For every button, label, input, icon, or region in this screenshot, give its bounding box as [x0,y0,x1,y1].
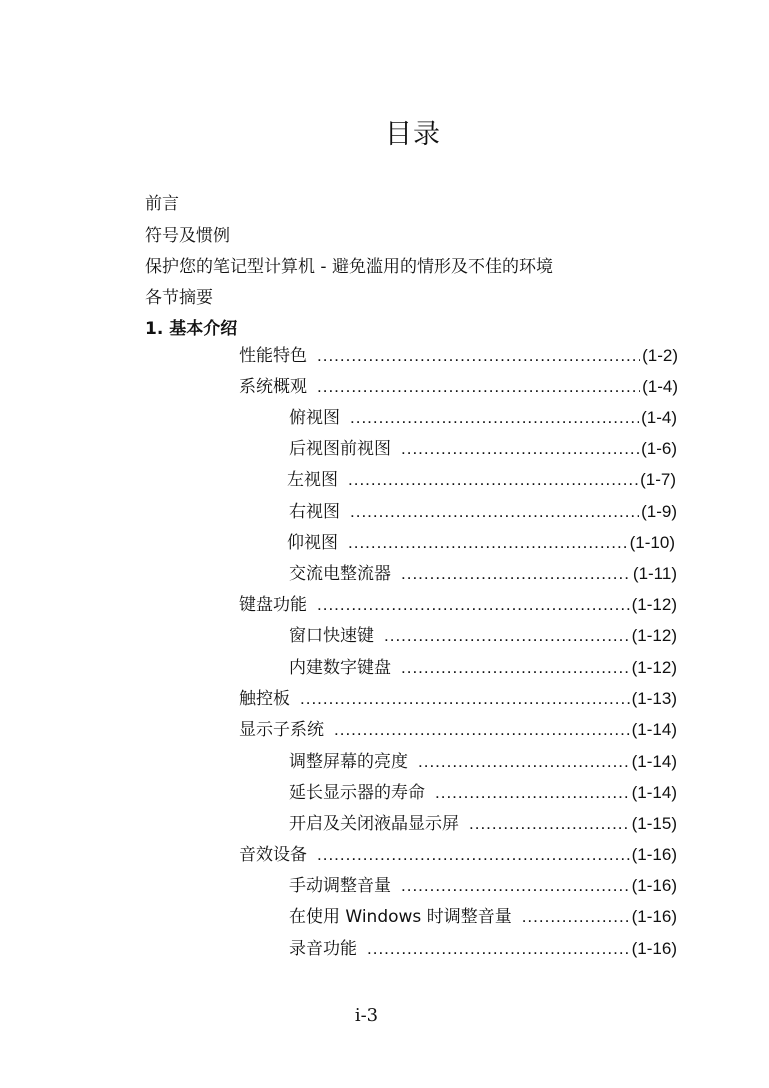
toc-leader [435,781,630,805]
toc-entry-page: (1-9) [641,502,677,521]
toc-leader [350,500,639,524]
toc-entry-label: 交流电整流器 [289,564,391,584]
toc-leader [317,375,640,399]
toc-leader [334,718,630,742]
toc-leader [348,468,638,492]
toc-leader [348,531,628,555]
toc-entry-page: (1-4) [641,408,677,427]
toc-entry[interactable] [239,718,677,742]
toc-entry[interactable] [289,656,677,680]
toc-leader [418,750,630,774]
toc-leader [350,406,639,430]
toc-entry[interactable] [239,593,677,617]
toc-leader [401,656,630,680]
toc-entry[interactable] [289,500,677,524]
toc-front-symbols[interactable]: 符号及惯例 [145,226,230,246]
toc-entry-page: (1-14) [631,720,677,739]
toc-leader [367,937,630,961]
toc-entry-page: (1-14) [631,752,677,771]
toc-entry-label: 后视图前视图 [289,439,391,459]
toc-entry-label: 窗口快速键 [289,626,374,646]
toc-entry-page: (1-2) [642,346,678,365]
toc-entry-label: 开启及关闭液晶显示屏 [289,814,459,834]
toc-entry-page: (1-16) [631,876,677,895]
toc-entry-label: 延长显示器的寿命 [289,783,425,803]
toc-entry-label: 手动调整音量 [289,876,391,896]
toc-leader [317,344,640,368]
toc-entry-page: (1-16) [631,907,677,926]
toc-entry-label: 性能特色 [239,346,307,366]
toc-entry-label: 左视图 [287,470,338,490]
toc-entry[interactable] [289,905,677,929]
toc-entry-label: 键盘功能 [239,595,307,615]
toc-entry-label: 录音功能 [289,939,357,959]
toc-entry[interactable] [287,531,675,555]
toc-entry-label: 仰视图 [287,533,338,553]
toc-entry-page: (1-4) [642,377,678,396]
toc-front-summary[interactable]: 各节摘要 [145,288,213,308]
toc-entry-label: 显示子系统 [239,720,324,740]
toc-entry-page: (1-16) [631,845,677,864]
toc-entry[interactable] [289,937,677,961]
toc-leader [401,562,631,586]
toc-entry[interactable] [289,562,677,586]
toc-entry[interactable] [289,874,677,898]
toc-entry[interactable] [239,375,678,399]
toc-entry[interactable] [289,750,677,774]
toc-front-care[interactable]: 保护您的笔记型计算机 - 避免滥用的情形及不佳的环境 [145,257,553,277]
toc-leader [522,905,630,929]
toc-entry[interactable] [239,843,677,867]
toc-chapter-heading[interactable]: 1. 基本介绍 [145,319,238,339]
toc-leader [384,624,630,648]
toc-leader [469,812,630,836]
toc-entry-page: (1-16) [631,939,677,958]
toc-entry[interactable] [289,781,677,805]
toc-entry-label: 系统概观 [239,377,307,397]
toc-leader [401,437,639,461]
toc-leader [317,843,630,867]
toc-entry-page: (1-11) [632,564,677,583]
toc-entry-page: (1-14) [631,783,677,802]
toc-entry-label: 俯视图 [289,408,340,428]
toc-entry-page: (1-12) [631,595,677,614]
toc-entry-label: 右视图 [289,502,340,522]
toc-entry[interactable] [239,344,678,368]
toc-entry[interactable] [289,406,677,430]
toc-entry[interactable] [239,687,677,711]
toc-entry-page: (1-15) [631,814,677,833]
toc-leader [401,874,630,898]
page-number: i-3 [354,1005,379,1026]
toc-entry-page: (1-12) [631,658,677,677]
toc-leader [317,593,630,617]
toc-entry-label: 触控板 [239,689,290,709]
toc-entry-label: 在使用 Windows 时调整音量 [289,907,512,927]
page-title: 目录 [385,119,441,150]
toc-leader [300,687,630,711]
toc-entry[interactable] [287,468,676,492]
toc-entry-page: (1-12) [631,626,677,645]
toc-entry[interactable] [289,624,677,648]
toc-front-preface[interactable]: 前言 [145,194,179,214]
toc-entry-page: (1-10) [629,533,675,552]
toc-entry-page: (1-13) [631,689,677,708]
toc-entry-page: (1-6) [641,439,677,458]
toc-entry-label: 音效设备 [239,845,307,865]
toc-entry[interactable] [289,437,677,461]
toc-entry-label: 内建数字键盘 [289,658,391,678]
toc-entry-label: 调整屏幕的亮度 [289,752,408,772]
toc-entry-page: (1-7) [640,470,676,489]
toc-entry[interactable] [289,812,677,836]
